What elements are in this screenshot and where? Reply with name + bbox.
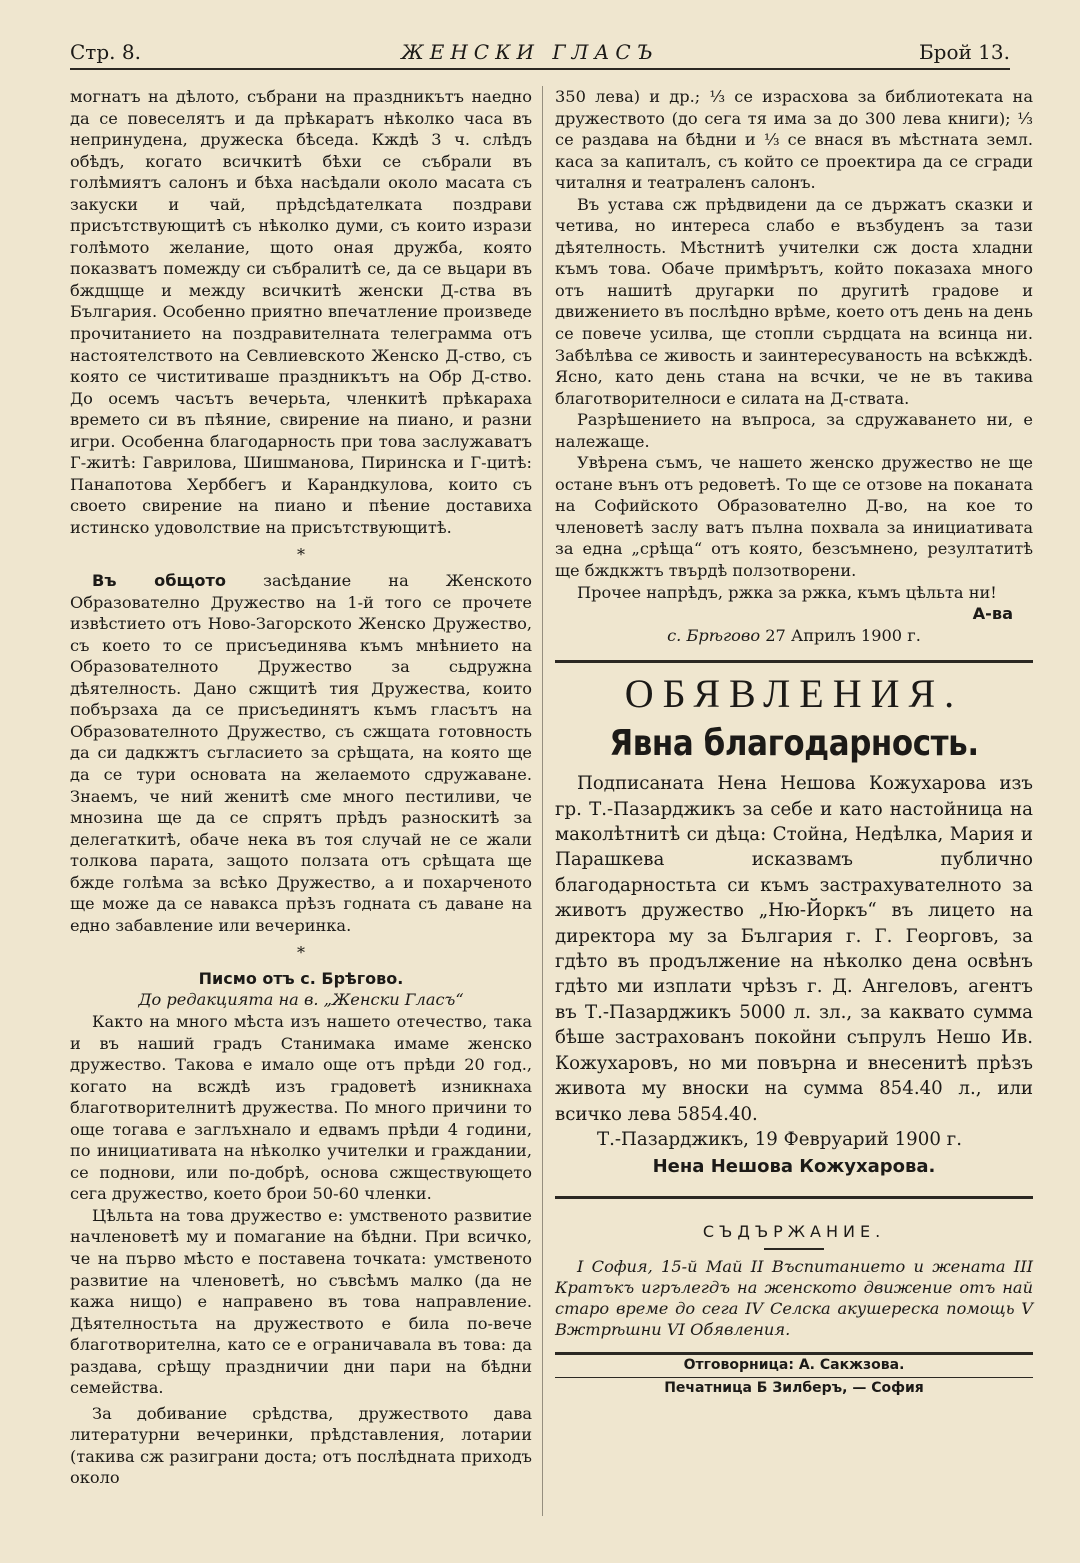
section-rule (555, 660, 1033, 663)
right-column (555, 86, 1033, 1399)
column-divider (542, 86, 543, 1516)
paragraph: Увѣрена съмъ, че нашето женско дружество не ще остане вънъ отъ редоветѣ. То ще се отзове на поканата на Софийското Образователно Д-во, на кое то членоветѣ заслу ватъ пълна похвала за инициативата за една „срѣща“ отъ която, безсъмнено, резултатитѣ ще бждкжтъ твърдѣ ползотворени. (555, 453, 1033, 581)
contents-title: СЪДЪРЖАНИЕ. (702, 1221, 886, 1241)
paragraph: Цѣльта на това дружество е: умственото развитие начленоветѣ му и помагание на бѣдни. При всичко, че на първо мѣсто е поставена точката: умственото развитие на членоветѣ, но съвсѣмъ малко (да не кажа нищо) е направено въ това направление. Дѣятелностьта на дружеството е била по-вече благотворителна, като се е ограничавала въ това: да раздава, срѣщу праздничии дни пари на бѣдни семейства. (70, 1205, 532, 1398)
issue-number: Брой 13. (918, 40, 1010, 64)
paragraph: Прочее напрѣдъ, ржка за ржка, къмъ цѣльта ни! (577, 582, 997, 602)
section-star: * (297, 943, 305, 963)
article-heading: Писмо отъ с. Брѣгово. (198, 968, 404, 988)
contents-text: I София, 15-й Май II Въспитанието и жената III Кратъкъ игрълегдъ на женското движение отъ най старо време до сега IV Селска акушереска помощь V Вжтрѣшни VI Обявления. (555, 1257, 1033, 1340)
lead-in: Въ общото (92, 571, 227, 591)
ad-heading: Явна благодарность. (609, 723, 979, 765)
ad-date: Т.-Пазарджикъ, 19 Февруарий 1900 г. (597, 1128, 962, 1150)
ad-body (555, 771, 1033, 1180)
paragraph-text: засѣдание на Женското Образователно Дружество на 1-й того се прочете извѣстието отъ Ново-Загорското Женско Дружество, съ което то се присъединява къмъ мнѣнието на Образователното Дружество за сьдружна дѣятелность. Дано сжщитѣ тия Дружества, които побързаха да се присъединятъ къмъ гласътъ на Образователното Дружество, съ сжщата готовность да си дадкжтъ съгласието за срѣщата, на която ще да се тури основата на желаемото сдружаване. Знаемъ, че ний женитѣ сме много пестиливи, че мнозина ще да се спрятъ прѣдъ разноскитѣ за делегаткитѣ, обаче нека въ тоя случай не се жали толкова парата, защото ползата отъ срѣщата ще бжде голѣма за всѣко Дружество, а и похарченото ще може да се навакса прѣзъ годната съ даване на едно забавление или вечеринка. (70, 571, 532, 935)
masthead: ЖЕНСКИ ГЛАСЪ (401, 40, 659, 64)
dateline (555, 625, 1033, 647)
paragraph: За добивание срѣдства, дружеството дава литературни вечеринки, прѣдставления, лотарии (такива сж разиграни доста; отъ послѣдната приходъ около (70, 1403, 532, 1488)
place-name: с. Брѣгово (667, 625, 761, 645)
editor-line: Отговорница: А. Сакжзова. (683, 1357, 905, 1374)
ad-signer: Нена Нешова Кожухарова. (652, 1156, 936, 1178)
paragraph (70, 570, 532, 936)
left-column (70, 86, 532, 1489)
paragraph: могнатъ на дѣлото, събрани на праздникътъ наедно да се повеселятъ и да прѣкаратъ нѣколко часа въ непринудена, дружеска бѣседа. Кждѣ 3 ч. слѣдъ обѣдъ, когато всичкитѣ бѣхи се събрали въ голѣмиятъ салонъ и бѣха насѣдали около масата съ закуски и чай, прѣдсѣдателката поздрави присътствующитѣ съ нѣколко думи, съ които изрази голѣмото желание, щото оная дружба, която показватъ помежду си събралитѣ се, да се вьцари въ бждщще и между всичкитѣ женски Д-ства въ България. Особенно приятно впечатление произведе прочитанието на поздравителната телеграмма отъ настоятелството на Севлиевското Женско Д-ство, съ която се чиститиваше праздникътъ на Обр Д-ство. До осемъ часътъ вечерьта, членкитѣ прѣкараха времето си въ пѣяние, свирение на пиано, и разни игри. Особенна благодарность при това заслужаватъ Г-житѣ: Гаврилова, Шишманова, Пиринска и Г-цитѣ: Панапотова Херббегъ и Карандкулова, които съ своето свирение на пиано и пѣение доставиха истинско удоволствие на присътствующитѣ. (70, 87, 532, 537)
ads-title: ОБЯВЛЕНИЯ. (624, 671, 964, 717)
ad-paragraph: Подписаната Нена Нешова Кожухарова изъ гр. Т.-Пазарджикъ за себе и като настойница на маколѣтнитѣ си дѣца: Стойна, Недѣлка, Мария и Парашкева исказвамъ публично благодарностьта си къмъ застрахувателното за животъ дружество „Ню-Йоркъ“ въ лицето на директора му за България г. Г. Георговъ, за гдѣто въ продължение на нѣколко дена освѣнъ гдѣто ми изплати чрѣзъ г. Д. Ангеловъ, агентъ въ Т.-Пазарджикъ 5000 л. зл., за каквато сумма бѣше застрахованъ покойни съпрулъ Нешо Ив. Кожухаровъ, но ми повърна и внесенитѣ прѣзъ живота му вноски на сумма 854.40 л., или всичко лева 5854.40. (555, 773, 1033, 1125)
section-star: * (297, 545, 305, 565)
date-text: 27 Априлъ 1900 г. (760, 625, 921, 645)
page-number: Стр. 8. (70, 40, 141, 64)
article-subheading: До редакцията на в. „Женски Гласъ“ (138, 990, 464, 1010)
section-rule (555, 1196, 1033, 1199)
paragraph: Както на много мѣста изъ нашето отечество, така и въ наший градъ Станимака имаме женско дружество. Такова е имало още отъ прѣди 20 год., когато на всждѣ изъ градоветѣ изникнаха благотворителнитѣ дружества. По много причини то още тогава е заглъхнало и едвамъ прѣди 4 години, по инициативата на нѣколко учителки и граждании, се поднови, или по-добрѣ, основа сжществующето сега дружество, което брои 50-60 членки. (70, 1011, 532, 1204)
page-header (70, 30, 1010, 70)
paragraph: Разрѣшението на въпроса, за сдружаването ни, е належаще. (555, 410, 1033, 451)
paragraph: Въ устава сж прѣдвидени да се държатъ сказки и четива, но интереса слабо е възбуденъ за тази дѣятелность. Мѣстнитѣ учителки сж доста хладни къмъ това. Обаче примѣрътъ, който показаха много отъ нашитѣ другарки по другитѣ градове и движението въ послѣдно врѣме, което отъ день на день се повече усилва, ще стопли сърдцата на всинца ни. Забѣлѣва се живость и заинтересуваность на всѣкждѣ. Ясно, като день стана на всчки, че не въ такива благотворителноси е силата на Д-ствата. (555, 194, 1033, 408)
author-signature: А-ва (972, 604, 1013, 624)
paragraph: 350 лева) и др.; ⅓ се израсхова за библиотеката на дружеството (до сега тя има за до 300 лева книги); ⅓ се раздава на бѣдни и ⅓ се внася въ мѣстната земл. каса за капиталъ, съ който се проектира да се сгради читалня и театраленъ салонъ. (555, 87, 1033, 193)
contents-rule (764, 1248, 824, 1250)
printer-line: Печатница Б Зилберъ, — София (664, 1379, 924, 1396)
